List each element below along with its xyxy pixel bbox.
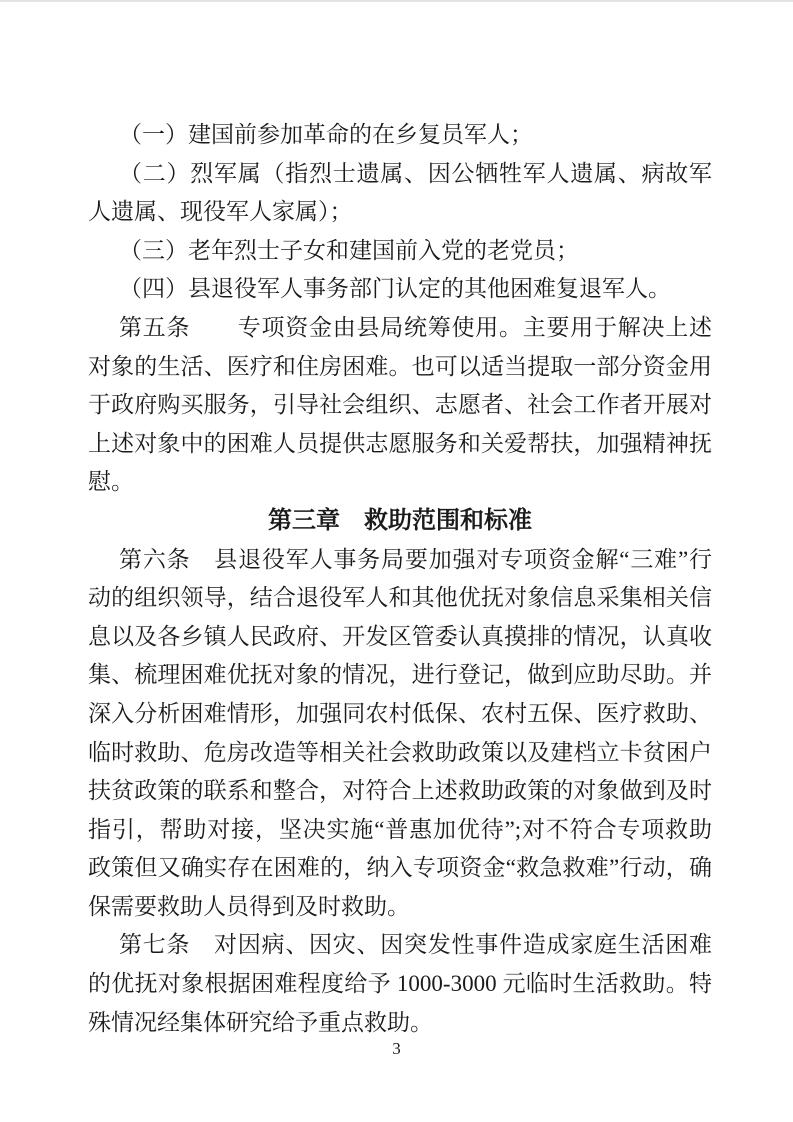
chapter-heading: 第三章 救助范围和标准 (268, 506, 532, 534)
paragraph: 第五条 专项资金由县局统筹使用。主要用于解决上述对象的生活、医疗和住房困难。也可以适当提取一部分资金用于政府购买服务，引导社会组织、志愿者、社会工作者开展对上述对象中的困难人员提供志愿服务和关爱帮扶，加强精神抚慰。 (88, 314, 712, 495)
paragraph: （一）建国前参加革命的在乡复员军人； (119, 122, 533, 147)
paragraph: 第七条 对因病、因灾、因突发性事件造成家庭生活困难的优抚对象根据困难程度给予 1000-3000 元临时生活救助。特殊情况经集体研究给予重点救助。 (88, 932, 712, 1035)
document-body (88, 116, 712, 1042)
paragraph: （二）烈军属（指烈士遗属、因公牺牲军人遗属、病故军人遗属、现役军人家属）； (88, 160, 712, 225)
paragraph: （三）老年烈士子女和建国前入党的老党员； (119, 237, 579, 263)
page-number: 3 (392, 1039, 401, 1058)
paragraph: 第六条 县退役军人事务局要加强对专项资金解“三难”行动的组织领导，结合退役军人和其他优抚对象信息采集相关信息以及各乡镇人民政府、开发区管委认真摸排的情况，认真收集、梳理困难优抚对象的情况，进行登记，做到应助尽助。并深入分析困难情形，加强同农村低保、农村五保、医疗救助、临时救助、危房改造等相关社会救助政策以及建档立卡贫困户扶贫政策的联系和整合，对符合上述救助政策的对象做到及时指引，帮助对接，坚决实施“普惠加优待”;对不符合专项救助政策但又确实存在困难的，纳入专项资金“救急救难”行动，确保需要救助人员得到及时救助。 (88, 546, 712, 919)
paragraph: （四）县退役军人事务部门认定的其他困难复退军人。 (119, 276, 671, 302)
